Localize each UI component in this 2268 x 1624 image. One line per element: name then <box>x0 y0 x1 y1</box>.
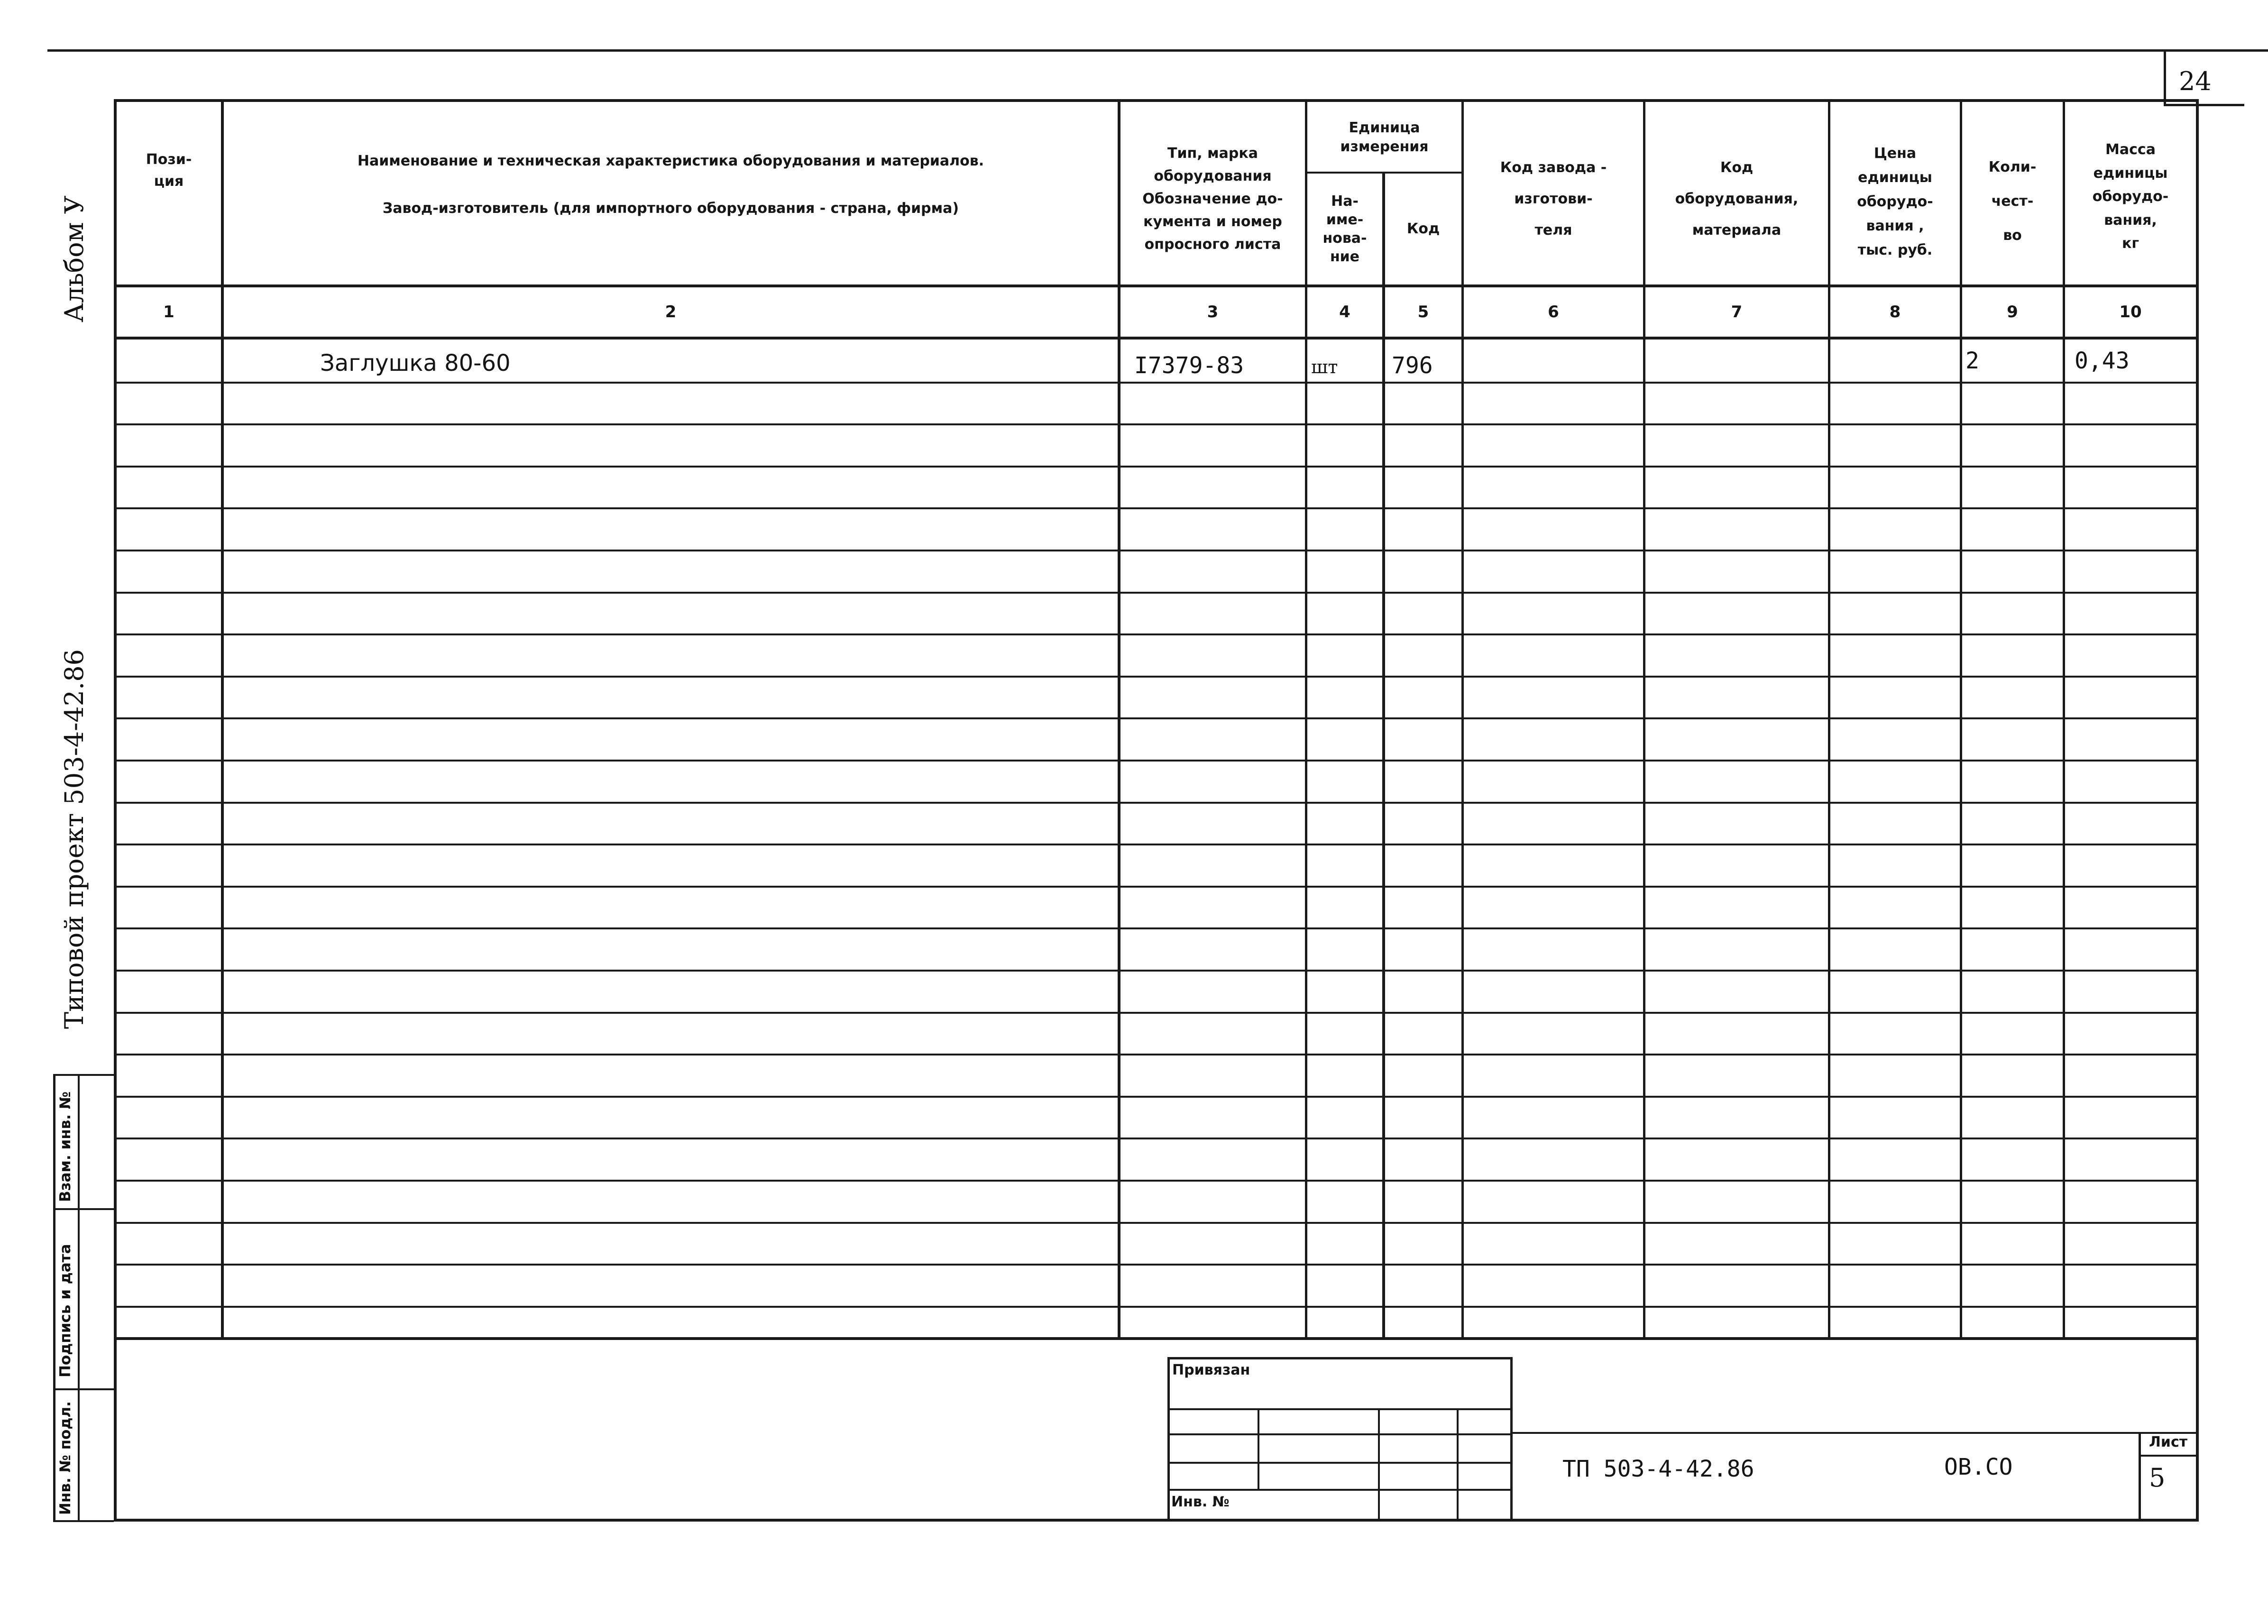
table-row-line <box>114 1180 2199 1182</box>
header-doc: Тип, марка оборудования Обозначение до- кумента и номер опросного листа <box>1142 145 1283 253</box>
header-name-line2: Завод-изготовитель (для импортного оборудования - страна, фирма) <box>382 200 959 217</box>
page-number-box-left <box>2164 49 2166 106</box>
colnum-9: 9 <box>2007 303 2018 321</box>
margin-boxes <box>53 1074 114 1522</box>
colnum-3: 3 <box>1207 303 1219 321</box>
table-row-line <box>114 970 2199 972</box>
page-number-box-bottom <box>2164 104 2244 106</box>
col-line-3 <box>1305 99 1307 1340</box>
margin-box-left-line <box>53 1074 55 1522</box>
colnum-6: 6 <box>1548 303 1559 321</box>
stamp-grid-h3 <box>1167 1462 1512 1464</box>
stamp-sheet-number: 5 <box>2149 1463 2166 1493</box>
cell-mass: 0,43 <box>2075 348 2130 374</box>
table-row-line <box>114 1264 2199 1266</box>
stamp-main-line <box>1510 1432 2122 1434</box>
stamp-sheet-box-left <box>2139 1432 2141 1522</box>
colnum-2: 2 <box>665 303 677 321</box>
table-row-line <box>114 1222 2199 1224</box>
margin-box-mid-line <box>78 1074 80 1522</box>
table-row-line <box>114 633 2199 635</box>
margin-podpis-label: Подпись и дата <box>57 1244 74 1377</box>
table-row-line <box>114 1138 2199 1139</box>
cell-qty: 2 <box>1965 348 1979 374</box>
stamp-grid-v2 <box>1378 1408 1380 1522</box>
colnum-5: 5 <box>1417 303 1429 321</box>
frame-right <box>2196 99 2199 1522</box>
table-row-line <box>114 1306 2199 1308</box>
margin-box-sep-1 <box>53 1208 114 1210</box>
colnum-1: 1 <box>163 303 174 321</box>
col-line-9 <box>2063 99 2065 1340</box>
cell-doc: I7379-83 <box>1134 352 1244 379</box>
header-unit-code: Код <box>1406 220 1440 237</box>
header-price: Цена единицы оборудо- вания , тыс. руб. <box>1857 145 1933 258</box>
table-row-line <box>114 507 2199 509</box>
table-row-line <box>114 1096 2199 1098</box>
col-line-8 <box>1960 99 1962 1340</box>
margin-inv-podl-label: Инв. № подл. <box>57 1401 74 1515</box>
colnum-4: 4 <box>1339 303 1350 321</box>
album-label: Альбом У <box>59 195 89 322</box>
stamp-grid-h4 <box>1167 1489 1512 1491</box>
table-row-line <box>114 676 2199 678</box>
stamp-grid-v3 <box>1457 1408 1459 1522</box>
cell-name: Заглушка 80-60 <box>320 350 511 376</box>
header-position: Пози- ция <box>146 151 192 190</box>
table-row-line <box>114 927 2199 929</box>
table-row-line <box>114 423 2199 425</box>
table-body-end-line <box>114 1337 2199 1340</box>
cell-unit-code: 796 <box>1392 352 1433 379</box>
colnum-7: 7 <box>1731 303 1743 321</box>
stamp-sheet-label-line <box>2139 1455 2199 1457</box>
cell-unit-name: шт <box>1311 357 1338 377</box>
stamp-inv-label: Инв. № <box>1171 1494 1230 1510</box>
table-row-line <box>114 550 2199 551</box>
header-name-line1: Наименование и техническая характеристика оборудования и материалов. <box>357 152 984 169</box>
table-row-line <box>114 382 2199 384</box>
header-mass: Масса единицы оборудо- вания, кг <box>2092 141 2169 252</box>
stamp-grid-v1 <box>1258 1408 1259 1490</box>
stamp-privyazan-left <box>1167 1357 1170 1522</box>
col-line-1 <box>221 99 224 1340</box>
page-number: 24 <box>2179 66 2212 96</box>
top-border-line <box>47 49 2268 52</box>
table-row-line <box>114 886 2199 888</box>
colnum-8: 8 <box>1889 303 1901 321</box>
table-row-line <box>114 592 2199 594</box>
table-row-line <box>114 844 2199 845</box>
table-row-line <box>114 1012 2199 1014</box>
margin-box-bottom <box>53 1520 114 1522</box>
col-line-4 <box>1382 172 1385 1340</box>
margin-box-sep-2 <box>53 1388 114 1390</box>
project-label: Типовой проект 503-4-42.86 <box>59 649 89 1029</box>
stamp-privyazan-label: Привязан <box>1172 1362 1250 1378</box>
table-row-line <box>114 802 2199 804</box>
stamp-privyazan-top <box>1167 1357 1512 1359</box>
table-row-line <box>114 717 2199 719</box>
stamp-grid-h2 <box>1167 1433 1512 1435</box>
col-line-2 <box>1118 99 1120 1340</box>
header-unit-name: На- име- нова- ние <box>1322 193 1367 265</box>
margin-vzam-label: Взам. инв. № <box>57 1091 74 1202</box>
stamp-mark: ОВ.СО <box>1944 1454 2013 1480</box>
colnum-bottom-line <box>114 337 2199 339</box>
stamp-doc-code: ТП 503-4-42.86 <box>1562 1456 1754 1482</box>
margin-box-top <box>53 1074 114 1076</box>
header-unit: Единица измерения <box>1340 119 1429 155</box>
frame-top <box>114 99 2199 102</box>
stamp-grid-h1 <box>1167 1408 1512 1410</box>
header-qty: Коли- чест- во <box>1988 159 2037 244</box>
table-row-line <box>114 760 2199 762</box>
stamp-privyazan-right <box>1510 1357 1513 1522</box>
stamp-sheet-label: Лист <box>2149 1434 2188 1450</box>
col-line-7 <box>1828 99 1830 1340</box>
col-line-6 <box>1643 99 1645 1340</box>
header-equipment-code: Код оборудования, материала <box>1675 159 1799 239</box>
table-row-line <box>114 1054 2199 1055</box>
colnum-10: 10 <box>2119 303 2142 321</box>
table-row-line <box>114 466 2199 468</box>
header-factory-code: Код завода - изготови- теля <box>1500 159 1607 239</box>
col-line-5 <box>1461 99 1464 1340</box>
frame-bottom <box>114 1519 2199 1522</box>
